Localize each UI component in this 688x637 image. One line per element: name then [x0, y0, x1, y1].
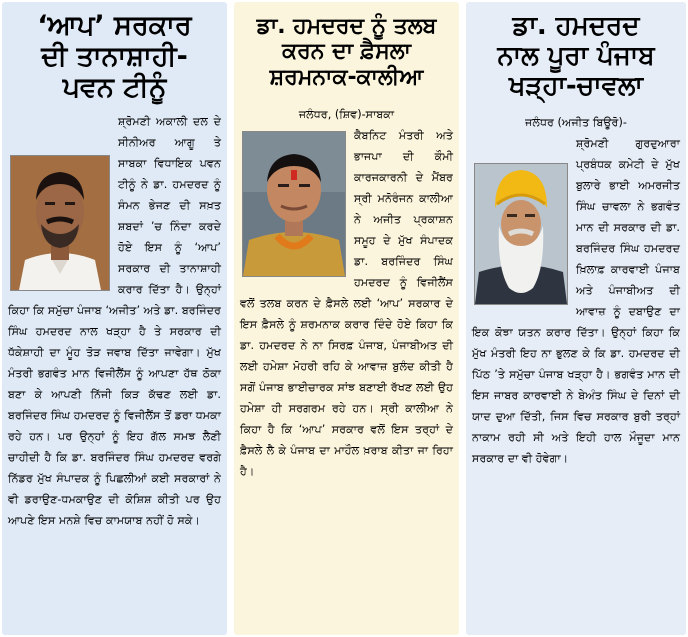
headline-line: ਦੀ ਤਾਨਾਸ਼ਾਹੀ- [41, 41, 188, 73]
photo-manoranjan-kalia [242, 131, 346, 277]
portrait-sikh-man-icon [475, 164, 567, 304]
article-chawla [466, 2, 686, 635]
dateline: ਜਲੰਧਰ, (ਸ਼ਿਵ)-ਸਾਬਕਾ [298, 107, 395, 121]
article-tinu [2, 2, 227, 635]
portrait-man-icon [243, 132, 345, 276]
headline-line: ਪਵਨ ਟੀਨੂੰ [62, 72, 167, 104]
article-text: ਸ਼੍ਰੋਮਣੀ ਅਕਾਲੀ ਦਲ ਦੇ ਸੀਨੀਅਰ ਆਗੂ ਤੇ ਸਾਬਕਾ ਵਿਧਾਇਕ ਪਵਨ ਟੀਨੂੰ ਨੇ ਡਾ. ਹਮਦਰਦ ਨੂੰ ਸੰਮਨ ਭੇਜਣ ਦੀ ਸਖ਼ਤ ਸ਼ਬਦਾਂ ’ਚ ਨਿੰਦਾ ਕਰਦੇ ਹੋਏ ਇਸ ਨੂੰ ‘ਆਪ’ ਸਰਕਾਰ ਦੀ ਤਾਨਾਸ਼ਾਹੀ ਕਰਾਰ ਦਿੱਤਾ ਹੈ। ਉਨ੍ਹਾਂ ਕਿਹਾ ਕਿ ਸਮੁੱਚਾ ਪੰਜਾਬ ‘ਅਜੀਤ’ ਅਤੇ ਡਾ. ਬਰਜਿੰਦਰ ਸਿੰਘ ਹਮਦਰਦ ਨਾਲ ਖੜ੍ਹਾ ਹੈ ਤੇ ਸਰਕਾਰ ਦੀ ਧੱਕੇਸ਼ਾਹੀ ਦਾ ਮੂੰਹ ਤੋੜ ਜਵਾਬ ਦਿੱਤਾ ਜਾਵੇਗਾ। ਮੁੱਖ ਮੰਤਰੀ ਭਗਵੰਤ ਮਾਨ ਵਿਜੀਲੈਂਸ ਨੂੰ ਆਪਣਾ ਹੱਥ ਠੋਕਾ ਬਣਾ ਕੇ ਆਪਣੀ ਨਿੱਜੀ ਕਿੜ ਕੱਢਣ ਲਈ ਡਾ. ਬਰਜਿੰਦਰ ਸਿੰਘ ਹਮਦਰਦ ਨੂੰ ਵਿਜੀਲੈਂਸ ਤੋਂ ਡਰਾ ਧਮਕਾ ਰਹੇ ਹਨ। ਪਰ ਉਨ੍ਹਾਂ ਨੂੰ ਇਹ ਗੱਲ ਸਮਝ ਲੈਣੀ ਚਾਹੀਦੀ ਹੈ ਕਿ ਡਾ. ਬਰਜਿੰਦਰ ਸਿੰਘ ਹਮਦਰਦ ਵਰਗੇ ਨਿੱਡਰ ਮੁੱਖ ਸੰਪਾਦਕ ਨੂੰ ਪਿਛਲੀਆਂ ਕਈ ਸਰਕਾਰਾਂ ਨੇ ਵੀ ਡਰਾਉਣ-ਧਮਕਾਉਣ ਦੀ ਕੋਸ਼ਿਸ਼ ਕੀਤੀ ਪਰ ਉਹ ਆਪਣੇ ਇਸ ਮਨਸ਼ੇ ਵਿਚ ਕਾਮਯਾਬ ਨਹੀਂ ਹੋ ਸਕੇ। [8, 115, 221, 528]
dateline: ਜਲੰਧਰ (ਅਜੀਤ ਬਿਊਰੋ)- [525, 115, 627, 129]
article-body-tinu [2, 111, 227, 531]
headline-tinu [8, 10, 221, 103]
headline-line: ਡਾ. ਹਮਦਰਦ ਨੂੰ ਤਲਬ [256, 14, 437, 39]
headline-chawla [472, 12, 680, 102]
photo-amarjit-chawla [474, 163, 568, 305]
headline-line: ਡਾ. ਹਮਦਰਦ [512, 11, 640, 41]
article-kalia [234, 2, 459, 635]
headline-line: ਸ਼ਰਮਨਾਕ-ਕਾਲੀਆ [269, 64, 424, 90]
article-body-kalia [234, 104, 459, 482]
article-text: ਸ਼੍ਰੋਮਣੀ ਗੁਰਦੁਆਰਾ ਪ੍ਰਬੰਧਕ ਕਮੇਟੀ ਦੇ ਮੁੱਖ ਬੁਲਾਰੇ ਭਾਈ ਅਮਰਜੀਤ ਸਿੰਘ ਚਾਵਲਾ ਨੇ ਭਗਵੰਤ ਮਾਨ ਦੀ ਸਰਕਾਰ ਦੀ ਡਾ. ਬਰਜਿੰਦਰ ਸਿੰਘ ਹਮਦਰਦ ਖ਼ਿਲਾਫ਼ ਕਾਰਵਾਈ ਪੰਜਾਬ ਅਤੇ ਪੰਜਾਬੀਅਤ ਦੀ ਆਵਾਜ਼ ਨੂੰ ਦਬਾਉਣ ਦਾ ਇਕ ਕੋਝਾ ਯਤਨ ਕਰਾਰ ਦਿੱਤਾ। ਉਨ੍ਹਾਂ ਕਿਹਾ ਕਿ ਮੁੱਖ ਮੰਤਰੀ ਇਹ ਨਾ ਭੁਲਣ ਕੇ ਕਿ ਡਾ. ਹਮਦਰਦ ਦੀ ਪਿੱਠ ’ਤੇ ਸਮੁੱਚਾ ਪੰਜਾਬ ਖੜ੍ਹਾ ਹੈ। ਭਗਵੰਤ ਮਾਨ ਦੀ ਇਸ ਜਾਬਰ ਕਾਰਵਾਈ ਨੇ ਬੇਅੰਤ ਸਿੰਘ ਦੇ ਦਿਨਾਂ ਦੀ ਯਾਦ ਦੁਆ ਦਿੱਤੀ, ਜਿਸ ਵਿਚ ਸਰਕਾਰ ਬੁਰੀ ਤਰ੍ਹਾਂ ਨਾਕਾਮ ਰਹੀ ਸੀ ਅਤੇ ਇਹੀ ਹਾਲ ਮੌਜੂਦਾ ਮਾਨ ਸਰਕਾਰ ਦਾ ਵੀ ਹੋਵੇਗਾ। [472, 136, 680, 465]
headline-line: ਖੜ੍ਹਾ-ਚਾਵਲਾ [509, 70, 643, 101]
portrait-man-icon [11, 156, 109, 290]
article-text: ਕੈਬਨਿਟ ਮੰਤਰੀ ਅਤੇ ਭਾਜਪਾ ਦੀ ਕੌਮੀ ਕਾਰਜਕਾਰਨੀ ਦੇ ਮੈਂਬਰ ਸ੍ਰੀ ਮਨੋਰੰਜਨ ਕਾਲੀਆ ਨੇ ਅਜੀਤ ਪ੍ਰਕਾਸ਼ਨ ਸਮੂਹ ਦੇ ਮੁੱਖ ਸੰਪਾਦਕ ਡਾ. ਬਰਜਿੰਦਰ ਸਿੰਘ ਹਮਦਰਦ ਨੂੰ ਵਿਜੀਲੈਂਸ ਵਲੋਂ ਤਲਬ ਕਰਨ ਦੇ ਫ਼ੈਸਲੇ ਲਈ ‘ਆਪ’ ਸਰਕਾਰ ਦੇ ਇਸ ਫ਼ੈਸਲੇ ਨੂੰ ਸ਼ਰਮਨਾਕ ਕਰਾਰ ਦਿੰਦੇ ਹੋਏ ਕਿਹਾ ਕਿ ਡਾ. ਹਮਦਰਦ ਨੇ ਨਾ ਸਿਰਫ਼ ਪੰਜਾਬ, ਪੰਜਾਬੀਅਤ ਦੀ ਲਈ ਹਮੇਸ਼ਾ ਮੋਹਰੀ ਰਹਿ ਕੇ ਆਵਾਜ਼ ਬੁਲੰਦ ਕੀਤੀ ਹੈ ਸਗੋਂ ਪੰਜਾਬ ਭਾਈਚਾਰਕ ਸਾਂਝ ਬਣਾਈ ਰੱਖਣ ਲਈ ਉਹ ਹਮੇਸ਼ਾ ਹੀ ਸਰਗਰਮ ਰਹੇ ਹਨ। ਸ੍ਰੀ ਕਾਲੀਆ ਨੇ ਕਿਹਾ ਹੈ ਕਿ ‘ਆਪ’ ਸਰਕਾਰ ਵਲੋਂ ਇਸ ਤਰ੍ਹਾਂ ਦੇ ਫ਼ੈਸਲੇ ਲੈ ਕੇ ਪੰਜਾਬ ਦਾ ਮਾਹੌਲ ਖ਼ਰਾਬ ਕੀਤਾ ਜਾ ਰਿਹਾ ਹੈ। [240, 128, 453, 478]
headline-line: ਨਾਲ ਪੂਰਾ ਪੰਜਾਬ [497, 40, 655, 71]
headline-line: ਕਰਨ ਦਾ ਫ਼ੈਸਲਾ [282, 39, 411, 65]
headline-line: ‘ਆਪ’ ਸਰਕਾਰ [37, 10, 192, 41]
headline-kalia [240, 14, 453, 90]
article-body-chawla [466, 112, 686, 469]
photo-pawan-tinu [10, 155, 110, 291]
